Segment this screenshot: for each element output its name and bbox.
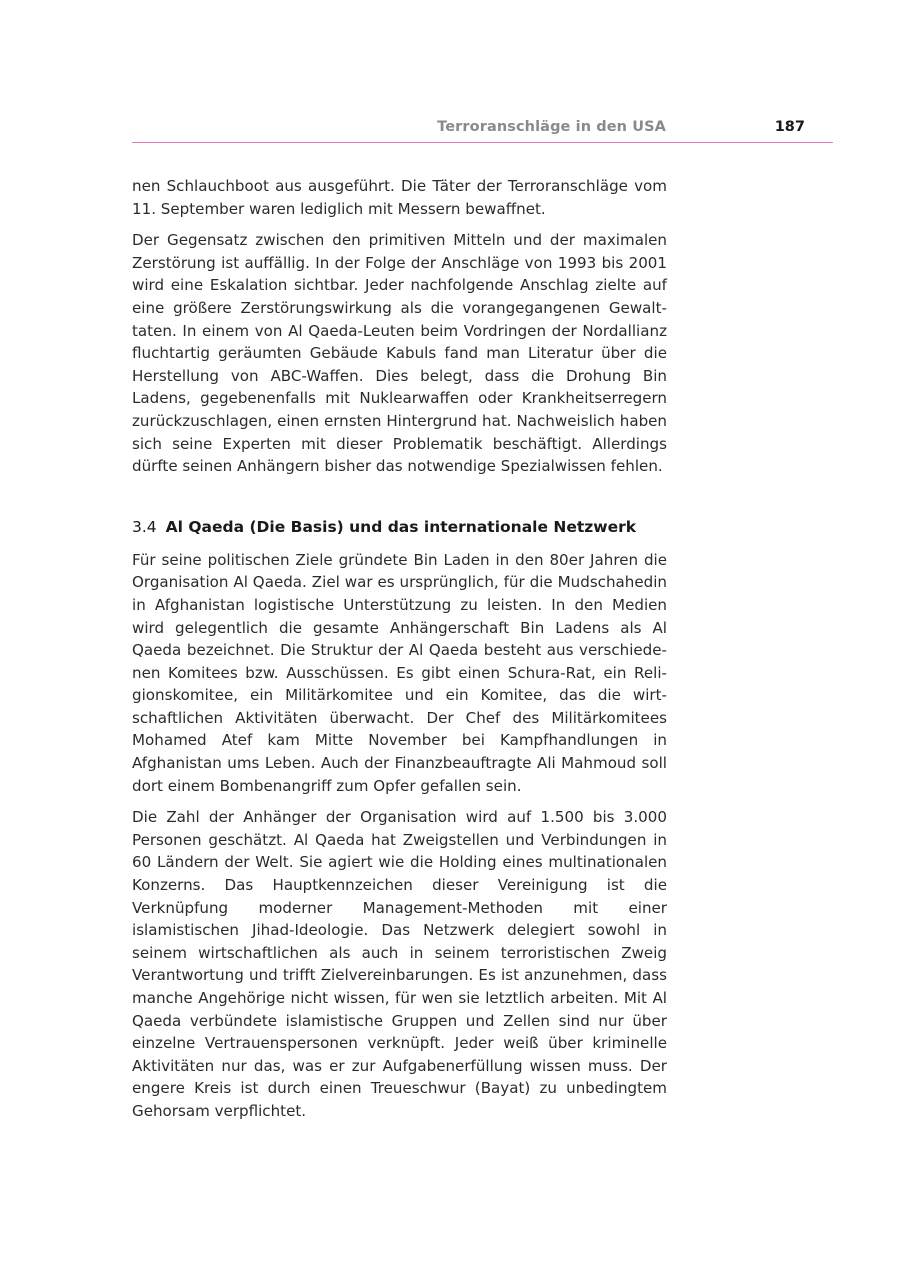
paragraph: Für seine politischen Ziele gründete Bin Laden in den 80er Jahren die Organisation Al Qaeda. Ziel war es ursprünglich, für die Mudschahedin in Afghanistan logistische Unterstützung zu leisten. In den Medien wird gelegentlich die gesamte Anhängerschaft Bin Ladens als Al Qaeda bezeichnet. Die Struktur der Al Qaeda besteht aus verschiedenen Komitees bzw. Ausschüssen. Es gibt einen Schura-Rat, ein Religionskomitee, ein Militärkomitee und ein Komitee, das die wirtschaftlichen Aktivitäten überwacht. Der Chef des Militärkomitees Mohamed Atef kam Mitte November bei Kampfhandlungen in Afghanistan ums Leben. Auch der Finanzbeauftragte Ali Mahmoud soll dort einem Bombenangriff zum Opfer gefallen sein. <box>132 550 667 795</box>
section-title: Al Qaeda (Die Basis) und das internationale Netzwerk <box>165 517 637 536</box>
section-heading <box>132 516 667 538</box>
paragraph: nen Schlauchboot aus ausgeführt. Die Täter der Terroranschläge vom 11. September waren lediglich mit Messern bewaffnet. <box>132 177 667 218</box>
paragraph: Die Zahl der Anhänger der Organisation wird auf 1.500 bis 3.000 Personen geschätzt. Al Qaeda hat Zweigstellen und Verbindungen in 60 Ländern der Welt. Sie agiert wie die Holding eines multinationalen Konzerns. Das Hauptkennzeichen dieser Vereinigung ist die Verknüpfung moderner Management-Methoden mit einer islamistischen Jihad-Ideologie. Das Netzwerk delegiert sowohl in seinem wirtschaftlichen als auch in seinem terroristischen Zweig Verantwortung und trifft Zielvereinbarungen. Es ist anzunehmen, dass manche Angehörige nicht wissen, für wen sie letztlich arbeiten. Mit Al Qaeda verbündete islamistische Gruppen und Zellen sind nur über einzelne Vertrauenspersonen verknüpft. Jeder weiß über kriminelle Aktivitäten nur das, was er zur Aufgabenerfüllung wissen muss. Der engere Kreis ist durch einen Treueschwur (Bayat) zu unbedingtem Gehorsam verpflichtet. <box>132 808 667 1120</box>
paragraph: Der Gegensatz zwischen den primitiven Mitteln und der maximalen Zerstörung ist auffällig. In der Folge der Anschläge von 1993 bis 2001 wird eine Eskalation sichtbar. Jeder nachfolgende Anschlag zielte auf eine größere Zerstörungswirkung als die vorangegangenen Gewalttaten. In einem von Al Qaeda-Leuten beim Vordringen der Nordallianz fluchtartig geräumten Gebäude Kabuls fand man Literatur über die Herstellung von ABC-Waffen. Dies belegt, dass die Drohung Bin Ladens, gegebenenfalls mit Nuklearwaffen oder Krankheitserregern zurückzuschlagen, einen ernsten Hintergrund hat. Nachweislich haben sich seine Experten mit dieser Problematik beschäftigt. Allerdings dürfte seinen Anhängern bisher das notwendige Spezialwissen fehlen. <box>132 231 667 476</box>
running-title: Terroranschläge in den USA <box>437 119 666 135</box>
section-number: 3.4 <box>132 517 157 536</box>
page-number: 187 <box>774 119 805 135</box>
body-text <box>132 175 667 1132</box>
running-header <box>132 118 833 143</box>
